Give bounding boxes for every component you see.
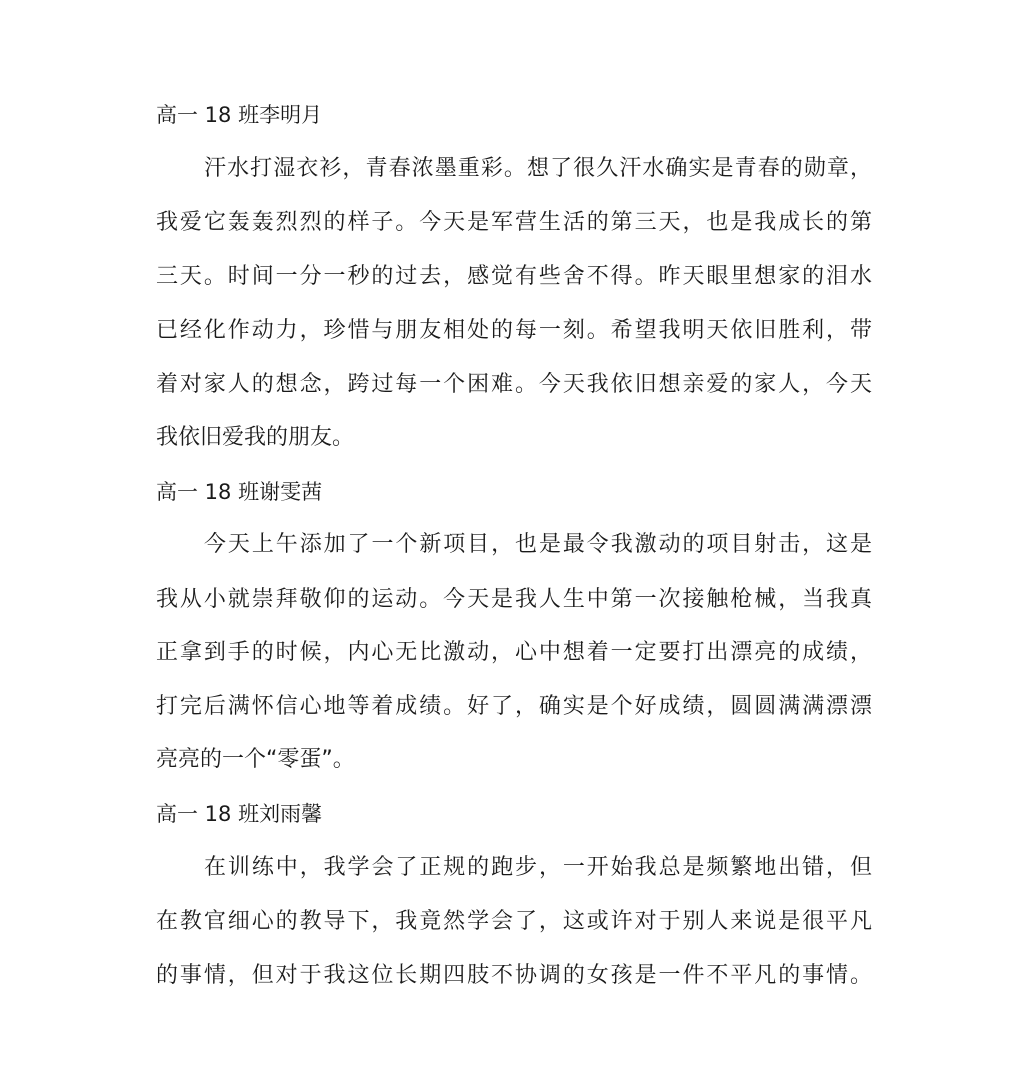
paragraph-line: 三天。时间一分一秒的过去，感觉有些舍不得。昨天眼里想家的泪水 <box>156 264 872 289</box>
paragraph-line: 今天上午添加了一个新项目，也是最令我激动的项目射击，这是 <box>204 532 872 557</box>
paragraph-line: 的事情，但对于我这位长期四肢不协调的女孩是一件不平凡的事情。 <box>156 963 872 988</box>
paragraph-line: 汗水打湿衣衫，青春浓墨重彩。想了很久汗水确实是青春的勋章， <box>204 156 872 181</box>
paragraph-line: 我依旧爱我的朋友。 <box>156 425 355 450</box>
paragraph-line: 正拿到手的时候，内心无比激动，心中想着一定要打出漂亮的成绩， <box>156 640 872 665</box>
paragraph-line: 在训练中，我学会了正规的跑步，一开始我总是频繁地出错，但 <box>204 855 872 880</box>
paragraph-line: 打完后满怀信心地等着成绩。好了，确实是个好成绩，圆圆满满漂漂 <box>156 694 872 719</box>
paragraph-line: 已经化作动力，珍惜与朋友相处的每一刻。希望我明天依旧胜利，带 <box>156 318 872 343</box>
paragraph-line: 我爱它轰轰烈烈的样子。今天是军营生活的第三天，也是我成长的第 <box>156 210 872 235</box>
paragraph-line: 亮亮的一个“零蛋”。 <box>156 747 355 772</box>
paragraph-line: 着对家人的想念，跨过每一个困难。今天我依旧想亲爱的家人，今天 <box>156 372 872 397</box>
entry-heading: 高一 18 班谢雯茜 <box>156 480 323 504</box>
entry-heading: 高一 18 班李明月 <box>156 103 323 127</box>
entry-heading: 高一 18 班刘雨馨 <box>156 802 323 826</box>
paragraph-line: 我从小就崇拜敬仰的运动。今天是我人生中第一次接触枪械，当我真 <box>156 587 872 612</box>
paragraph-line: 在教官细心的教导下，我竟然学会了，这或许对于别人来说是很平凡 <box>156 909 872 934</box>
